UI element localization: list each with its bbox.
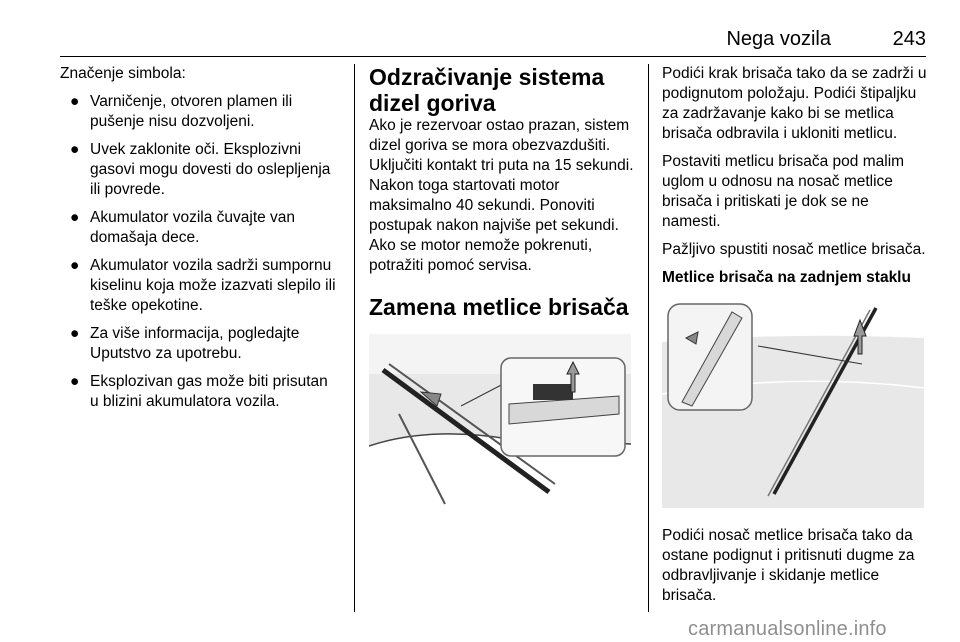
heading-wiper-replacement: Zamena metlice brisača xyxy=(369,294,629,320)
wiper-step-1: Podići krak brisača tako da se zadrži u podignutom položaju. Podići štipaljku za zadržavanje kako bi se metlica brisača odbravila i ukloniti metlicu. xyxy=(662,65,927,142)
bullet-icon: ● xyxy=(70,93,80,110)
column-divider xyxy=(648,64,649,612)
list-item: ● Varničenje, otvoren plamen ili pušenje nisu dozvoljeni. xyxy=(70,93,293,130)
wiper-step-3: Pažljivo spustiti nosač metlice brisača. xyxy=(662,241,926,258)
bullet-icon: ● xyxy=(70,325,80,342)
bullet-icon: ● xyxy=(70,141,80,158)
page-header xyxy=(60,28,926,57)
diesel-bleeding-text: Ako je rezervoar ostao prazan, sistem dizel goriva se mora obezvazdušiti. Uključiti kontakt tri puta na 15 sekundi. Nakon toga startovati motor maksimalno 40 sekundi. Ponoviti postupak nakon najviše pet sekundi. Ako se motor nemože pokrenuti, potražiti pomoć servisa. xyxy=(369,117,634,274)
column-2 xyxy=(369,64,637,546)
bullet-icon: ● xyxy=(70,257,80,274)
bullet-icon: ● xyxy=(70,373,80,390)
wiper-step-2: Postaviti metlicu brisača pod malim uglom u odnosu na nosač metlice brisača i pritiskati je dok se ne namesti. xyxy=(662,153,905,230)
watermark: carmanualsonline.info xyxy=(688,618,887,640)
page-number: 243 xyxy=(892,28,926,50)
bullet-icon: ● xyxy=(70,209,80,226)
heading-diesel-bleeding: Odzračivanje sistema dizel goriva xyxy=(369,64,605,116)
list-item: ● Za više informacija, pogledajte Uputstvo za upotrebu. xyxy=(70,325,300,362)
column-1 xyxy=(60,64,340,420)
symbol-bullet-list xyxy=(60,92,340,412)
front-wiper-illustration xyxy=(369,334,631,546)
list-item: ● Uvek zaklonite oči. Eksplozivni gasovi mogu dovesti do oslepljenja ili povrede. xyxy=(70,141,331,198)
rear-wiper-text: Podići nosač metlice brisača tako da ostane podignut i pritisnuti dugme za odbravljivanje i skidanje metlice brisača. xyxy=(662,527,915,604)
section-title: Nega vozila xyxy=(726,28,831,50)
list-item: ● Akumulator vozila sadrži sumpornu kiselinu koja može izazvati slepilo ili teške opekotine. xyxy=(70,257,336,314)
symbols-intro: Značenje simbola: xyxy=(60,65,186,82)
list-item: ● Eksplozivan gas može biti prisutan u blizini akumulatora vozila. xyxy=(70,373,328,410)
column-divider xyxy=(354,64,355,612)
heading-rear-wiper: Metlice brisača na zadnjem staklu xyxy=(662,269,911,286)
column-3 xyxy=(662,64,930,614)
inset-clip xyxy=(533,384,573,400)
rear-wiper-illustration xyxy=(662,302,924,508)
list-item: ● Akumulator vozila čuvajte van domašaja dece. xyxy=(70,209,296,246)
